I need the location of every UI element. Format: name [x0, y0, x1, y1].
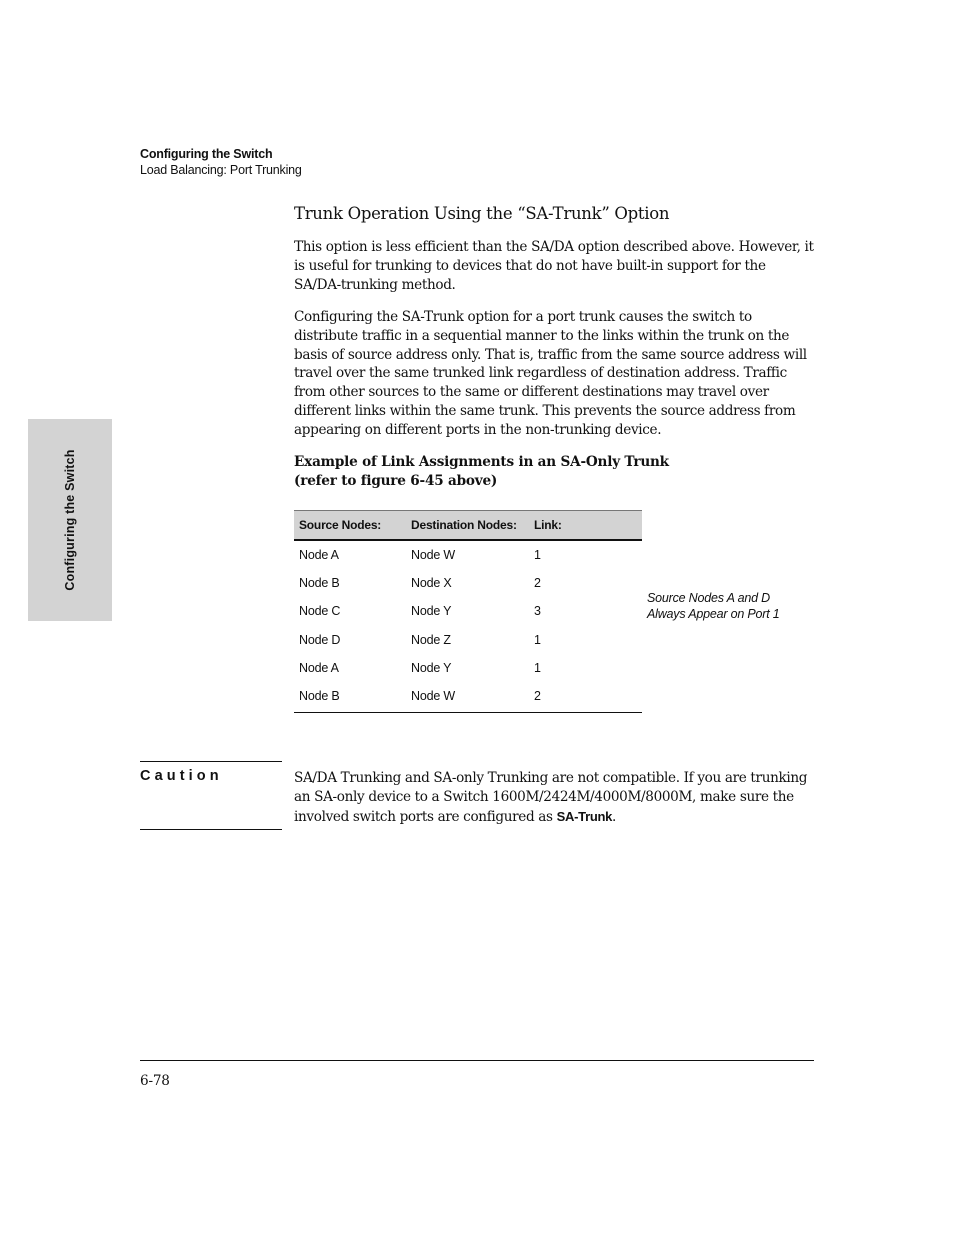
- table-cell-destination: Node Y: [411, 604, 452, 619]
- table-cell-source: Node A: [299, 548, 339, 563]
- table-cell-link: 2: [534, 689, 541, 704]
- table-cell-source: Node C: [299, 604, 341, 619]
- header-chapter-title: Configuring the Switch: [140, 147, 273, 161]
- caution-setting-name: SA-Trunk: [556, 809, 613, 824]
- example-title-line-1: Example of Link Assignments in an SA-Only Trunk: [294, 454, 669, 470]
- table-cell-link: 1: [534, 660, 541, 675]
- section-heading: Trunk Operation Using the “SA-Trunk” Option: [294, 204, 670, 223]
- table-row: [294, 569, 642, 597]
- table-cell-destination: Node Y: [411, 660, 452, 675]
- example-title-line-2: (refer to figure 6-45 above): [294, 473, 498, 489]
- chapter-side-tab-label: Configuring the Switch: [63, 449, 77, 591]
- table-row: [294, 682, 642, 710]
- table-body: [294, 541, 642, 713]
- table-row: [294, 541, 642, 569]
- table-row: [294, 626, 642, 654]
- table-side-note-line-1: Source Nodes A and D: [647, 591, 770, 605]
- caution-text-main: SA/DA Trunking and SA-only Trunking are not compatible. If you are trunking an SA-only device to a Switch 1600M/2424M/4000M/8000M, make sure the involved switch ports are configured as: [294, 770, 808, 825]
- body-paragraph-details: Configuring the SA-Trunk option for a port trunk causes the switch to distribute traffic in a sequential manner to the links within the trunk on the basis of source address only. That is, traffic from the same source address will travel over the same trunked link regardless of destination address. Traffic from other sources to the same or different destinations may travel over different links within the same trunk. This prevents the source address from appearing on different ports in the non-trunking device.: [294, 309, 807, 438]
- caution-text: [294, 769, 816, 827]
- table-header-source: Source Nodes:: [299, 518, 382, 532]
- table-cell-destination: Node W: [411, 548, 455, 563]
- table-row: [294, 597, 642, 625]
- table-cell-link: 3: [534, 604, 541, 619]
- caution-text-end: .: [612, 809, 617, 825]
- caution-rule-top: [140, 761, 282, 762]
- body-paragraph-intro: This option is less efficient than the SA/DA option described above. However, it is useful for trunking to devices that do not have built-in support for the SA/DA-trunking method.: [294, 239, 814, 293]
- table-cell-destination: Node W: [411, 689, 455, 704]
- table-cell-source: Node B: [299, 576, 340, 591]
- table-cell-destination: Node Z: [411, 632, 451, 647]
- table-side-note: [647, 590, 817, 622]
- table-cell-destination: Node X: [411, 576, 452, 591]
- table-header-destination: Destination Nodes:: [411, 518, 517, 532]
- table-header-link: Link:: [534, 518, 562, 532]
- header-section-subtitle: Load Balancing: Port Trunking: [140, 163, 302, 177]
- example-title: [294, 453, 714, 491]
- table-cell-link: 1: [534, 632, 541, 647]
- table-cell-source: Node B: [299, 689, 340, 704]
- table-cell-source: Node A: [299, 660, 339, 675]
- caution-rule-bottom: [140, 829, 282, 830]
- table-cell-link: 2: [534, 576, 541, 591]
- footer-rule: [140, 1060, 814, 1061]
- table-cell-source: Node D: [299, 632, 341, 647]
- page-number: 6-78: [140, 1073, 170, 1089]
- table-header-row: [294, 510, 642, 541]
- table-side-note-line-2: Always Appear on Port 1: [647, 607, 780, 621]
- caution-label: Caution: [140, 768, 223, 784]
- table-row: [294, 654, 642, 682]
- link-assignments-table: [294, 510, 642, 713]
- table-cell-link: 1: [534, 548, 541, 563]
